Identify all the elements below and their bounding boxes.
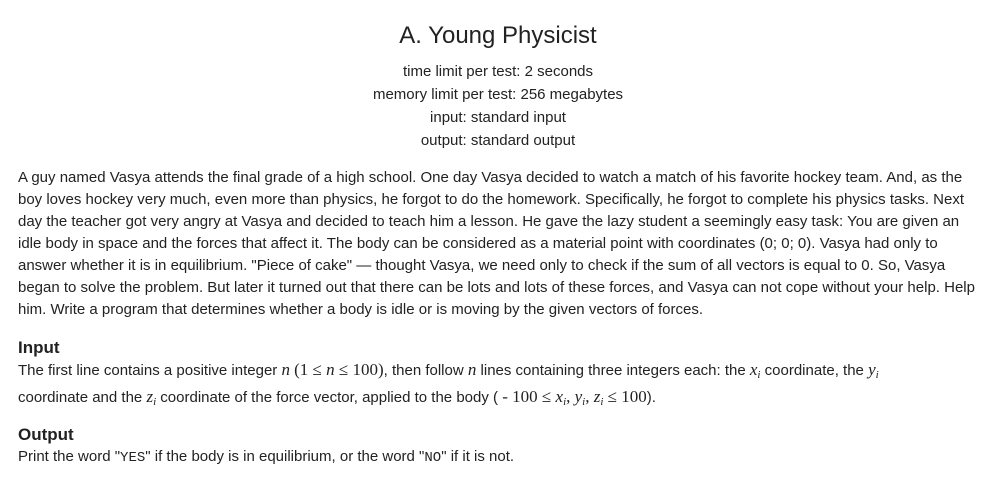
memory-limit: memory limit per test: 256 megabytes: [372, 86, 624, 103]
yes-literal: YES: [120, 450, 146, 466]
problem-statement: A guy named Vasya attends the final grade of a high school. One day Vasya decided to watch a match of his favorite hockey team. And, as the boy loves hockey very much, even more than physics, he forgot to do the homework. Specifically, he forgot to complete his physics tasks. Next day the teacher got very angry at Vasya and decided to teach him a lesson. He gave the lazy student a seemingly easy task: You are given an idle body in space and the forces that affect it. The body can be considered as a material point with coordinates (0; 0; 0). Vasya had only to answer whether it is in equilibrium. "Piece of cake" — thought Vasya, we need only to check if the sum of all vectors is equal to 0. So, Vasya began to solve the problem. But later it turned out that there can be lots and lots of these forces, and Vasya can not cope without your help. Help him. Write a program that determines whether a body is idle or is moving by the given vectors of forces.: [18, 169, 975, 318]
input-file: input: standard input: [430, 109, 566, 126]
output-section-title: Output: [18, 425, 74, 444]
input-specification: [18, 337, 980, 413]
input-description: The first line contains a positive integer n (1 ≤ n ≤ 100), then follow n lines containing three integers each: the $x_i$ coordinate, the $y_i$ coordinate and the $z_i$ coordinate of the force vector, applied to the body ( - $100 \le x_i$, $y_i$, $z_i \le 100$).: [18, 360, 879, 408]
problem-title: A. Young Physicist: [399, 22, 597, 49]
no-literal: NO: [424, 450, 442, 466]
output-specification: [18, 424, 980, 469]
output-description: Print the word "YES" if the body is in equilibrium, or the word "NO" if it is not.: [18, 448, 515, 466]
output-file: output: standard output: [420, 132, 576, 149]
problem-header: [0, 0, 996, 152]
time-limit: time limit per test: 2 seconds: [402, 63, 594, 80]
input-section-title: Input: [18, 338, 60, 357]
